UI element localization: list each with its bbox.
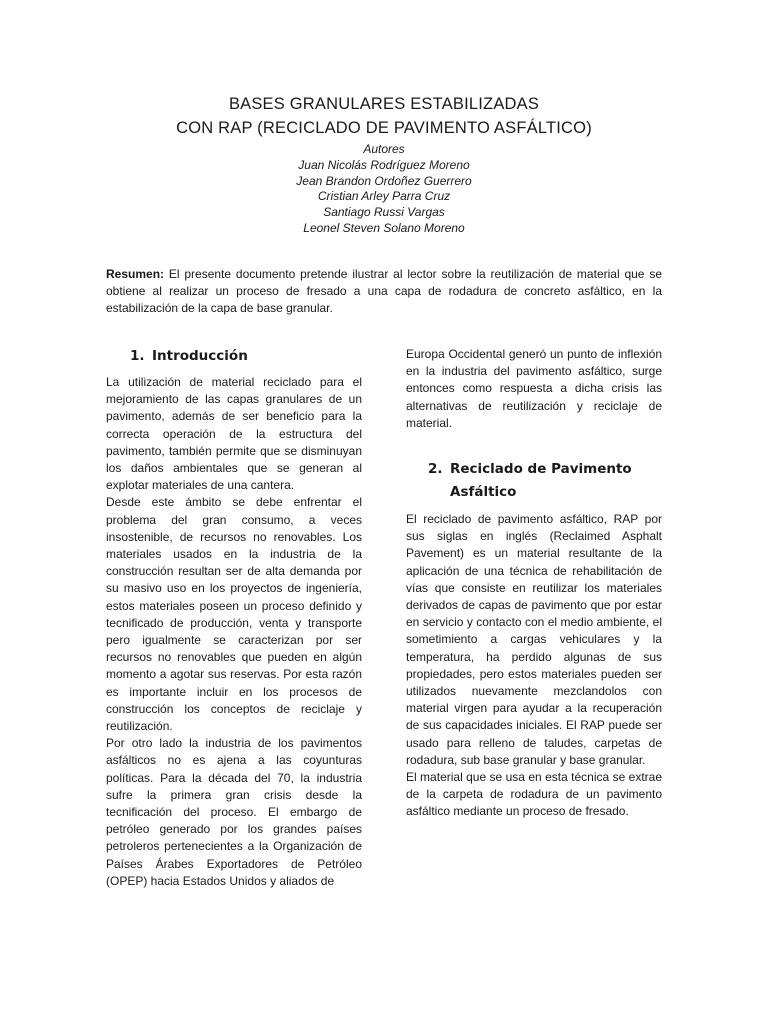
author-name: Cristian Arley Parra Cruz (317, 189, 451, 204)
section-2-paragraph: El material que se usa en esta técnica se extrae de la carpeta de rodadura de un pavimento asfáltico mediante un proceso de fresado. (406, 770, 662, 819)
right-column-section-2 (406, 511, 662, 821)
left-column (106, 374, 362, 890)
section-1-paragraph: La utilización de material reciclado para el mejoramiento de las capas granulares de un pavimento, además de ser beneficio para la correcta operación de la estructura del pavimento, también permite que se disminuyan los daños ambientales que se generan al explotar materiales de una cantera. (106, 375, 362, 493)
author-name: Santiago Russi Vargas (323, 205, 445, 220)
section-2-title-line-2: Asfáltico (450, 484, 517, 500)
section-1-title: Introducción (152, 348, 248, 364)
section-1-number: 1. (130, 348, 145, 364)
authors-block (0, 142, 768, 237)
section-1-heading (130, 345, 248, 368)
abstract-label: Resumen: (106, 267, 165, 281)
abstract-text: El presente documento pretende ilustrar al lector sobre la reutilización de material que se obtiene al realizar un proceso de fresado a una capa de rodadura de concreto asfáltico, en la estabilización de la capa de base granular. (106, 267, 662, 315)
author-name: Juan Nicolás Rodríguez Moreno (298, 157, 470, 172)
section-1-paragraph: Desde este ámbito se debe enfrentar el problema del gran consumo, a veces insostenible, de recursos no renovables. Los materiales usados en la industria de la construcción resultan ser de alta demanda por su masivo uso en los proyectos de ingeniería, estos materiales poseen un proceso definido y tecnificado de producción, venta y transporte pero igualmente se caracterizan por ser recursos no renovables que pueden en algún momento a agotar sus reservas. Por esta razón es importante incluir en los procesos de construcción los conceptos de reciclaje y reutilización. (106, 495, 362, 734)
abstract (106, 266, 662, 317)
title-line-2: CON RAP (RECICLADO DE PAVIMENTO ASFÁLTICO) (176, 119, 592, 137)
section-1-paragraph: Por otro lado la industria de los pavimentos asfálticos no es ajena a las coyunturas políticas. Para la década del 70, la industria sufre la primera gran crisis desde la tecnificación del proceso. El embargo de petróleo generado por los grandes países petroleros pertenecientes a la Organización de Países Árabes Exportadores de Petróleo (OPEP) hacia Estados Unidos y aliados de (106, 736, 362, 888)
section-1-continuation: Europa Occidental generó un punto de inflexión en la industria del pavimento asfáltico, surge entonces como respuesta a dicha crisis las alternativas de reutilización y reciclaje de material. (406, 347, 662, 430)
right-column-continuation (406, 346, 662, 432)
section-2-heading (428, 458, 668, 504)
section-2-title-line-1: Reciclado de Pavimento (450, 461, 632, 477)
section-2-number: 2. (428, 461, 443, 477)
author-name: Jean Brandon Ordoñez Guerrero (296, 173, 472, 188)
author-name: Leonel Steven Solano Moreno (303, 220, 465, 235)
section-2-paragraph: El reciclado de pavimento asfáltico, RAP por sus siglas en inglés (Reclaimed Asphalt Pavement) es un material resultante de la aplicación de una técnica de rehabilitación de vías que consiste en reutilizar los materiales derivados de capas de pavimento que por estar en servicio y contacto con el medio ambiente, el sometimiento a cargas vehiculares y la temperatura, ha perdido algunas de sus propiedades, pero estos materiales pueden ser utilizados nuevamente mezclandolos con material virgen para ayudar a la recuperación de sus capacidades iniciales. El RAP puede ser usado para relleno de taludes, carpetas de rodadura, sub base granular y base granular. (406, 512, 662, 767)
title-line-1: BASES GRANULARES ESTABILIZADAS (228, 95, 540, 113)
authors-label: Autores (363, 142, 405, 156)
paper-title (0, 92, 768, 140)
